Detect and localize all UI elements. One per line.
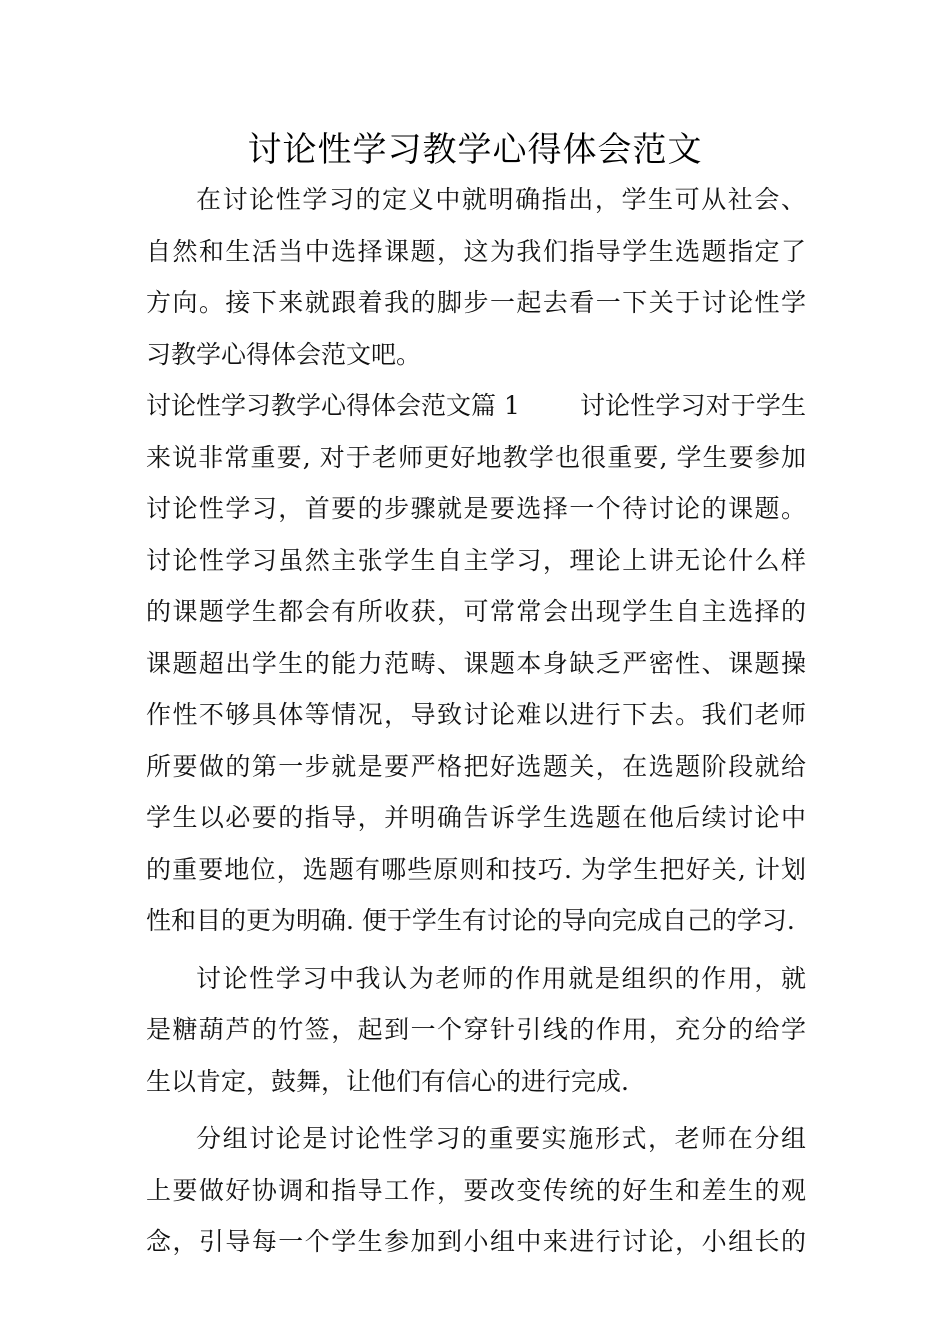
paragraph-line: 讨论性学习虽然主张学生自主学习，理论上讲无论什么样 [146,545,806,575]
paragraph-line: 分组讨论是讨论性学习的重要实施形式，老师在分组 [196,1124,806,1153]
paragraph-line: 所要做的第一步就是要严格把好选题关，在选题阶段就给 [146,751,806,781]
paragraph-line: 习教学心得体会范文吧。 [146,339,422,369]
paragraph-line: 念，引导每一个学生参加到小组中来进行讨论，小组长的 [146,1227,806,1256]
paragraph-line: 在讨论性学习的定义中就明确指出，学生可从社会、 [196,185,806,214]
paragraph-line: 作性不够具体等情况，导致讨论难以进行下去。我们老师 [146,700,806,729]
paragraph-line: 生以肯定，鼓舞，让他们有信心的进行完成. [146,1066,629,1096]
paragraph-line: 的重要地位，选题有哪些原则和技巧. 为学生把好关, 计划 [146,854,806,884]
document-title: 讨论性学习教学心得体会范文 [247,130,703,170]
paragraph-line: 性和目的更为明确. 便于学生有讨论的导向完成自己的学习. [146,906,795,935]
paragraph-line: 自然和生活当中选择课题，这为我们指导学生选题指定了 [146,236,806,266]
paragraph-line: 的课题学生都会有所收获，可常常会出现学生自主选择的 [146,597,806,626]
paragraph-line: 是糖葫芦的竹签，起到一个穿针引线的作用，充分的给学 [146,1015,806,1044]
paragraph-line: 讨论性学习，首要的步骤就是要选择一个待讨论的课题。 [146,494,806,523]
paragraph-text: 讨论性学习对于学生 [579,391,806,420]
section-heading: 讨论性学习教学心得体会范文篇 1 [146,391,520,420]
document-body [146,174,806,1268]
paragraph-line: 讨论性学习中我认为老师的作用就是组织的作用，就 [196,963,806,993]
paragraph-line: 课题超出学生的能力范畴、课题本身缺乏严密性、课题操 [146,648,806,678]
paragraph-line: 来说非常重要, 对于老师更好地教学也很重要, 学生要参加 [146,442,806,472]
section-line [146,380,806,432]
paragraph-line: 上要做好协调和指导工作，要改变传统的好生和差生的观 [146,1175,806,1205]
paragraph-line: 学生以必要的指导，并明确告诉学生选题在他后续讨论中 [146,803,806,832]
paragraph-line: 方向。接下来就跟着我的脚步一起去看一下关于讨论性学 [146,288,806,317]
